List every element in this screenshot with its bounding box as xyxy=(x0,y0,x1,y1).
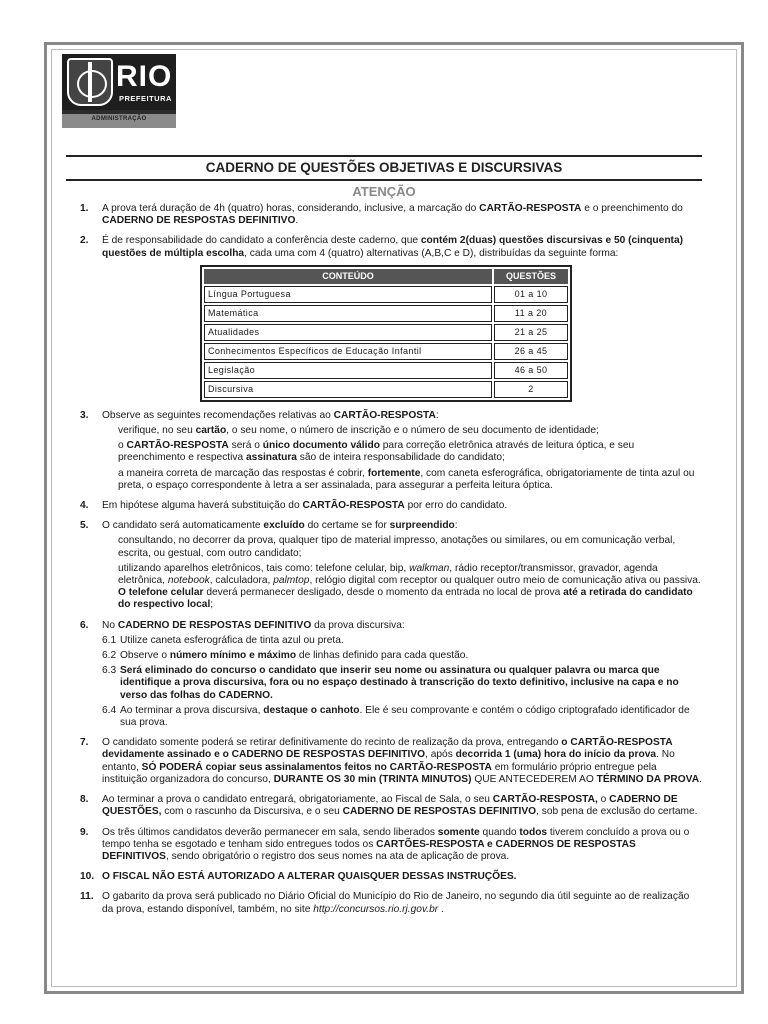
sub-item: verifique, no seu cartão, o seu nome, o número de inscrição e o número de seu documento de identidade; xyxy=(118,425,599,437)
item-number: 5. xyxy=(80,520,89,532)
item-number: 6. xyxy=(80,619,89,631)
instructions-list xyxy=(80,203,702,924)
item-number: 7. xyxy=(80,737,89,749)
page-title: CADERNO DE QUESTÕES OBJETIVAS E DISCURSIVAS xyxy=(205,160,563,175)
content-distribution-table xyxy=(200,265,572,402)
instruction-11: 11. O gabarito da prova será publicado no Diário Oficial do Município do Rio de Janeiro, no segundo dia útil seguinte ao de realização da prova, estando disponível, também, no site http://concursos.rio.rj.gov.br . xyxy=(80,891,690,915)
column-header-conteudo: CONTEÚDO xyxy=(204,269,492,284)
instruction-6: 6. No CADERNO DE RESPOSTAS DEFINITIVO da prova discursiva: 6.1 Utilize caneta esferográfica de tinta azul ou preta. 6.2 Observe o número mínimo e máximo de linhas definido para cada questão. 6.3 Será eliminado do concurso o candidato que inserir seu nome ou assinatura ou qualquer palavra ou marca que identifique a prova discursiva, fora ou no espaço destinado à transcrição do texto definitivo, inclusive na capa e no verso das folhas do CADERNO. 6.4 Ao terminar a prova discursiva, destaque o canhoto. Ele é seu comprovante e contém o código criptografado identificador de sua prova. xyxy=(80,620,702,730)
sub-item-6-4: 6.4 Ao terminar a prova discursiva, destaque o canhoto. Ele é seu comprovante e contém o código criptografado identificador de sua prova. xyxy=(102,704,690,729)
table-header-row xyxy=(204,269,568,284)
table-row: Legislação 46 a 50 xyxy=(204,362,568,379)
column-header-questoes: QUESTÕES xyxy=(494,269,568,284)
sub-item-6-3: 6.3 Será eliminado do concurso o candidato que inserir seu nome ou assinatura ou qualquer palavra ou marca que identifique a prova discursiva, fora ou no espaço destinado à transcrição do texto definitivo, inclusive na capa e no verso das folhas do CADERNO. xyxy=(102,665,679,701)
instruction-5: 5. O candidato será automaticamente excluído do certame se for surpreendido: consultando, no decorrer da prova, qualquer tipo de material impresso, anotações ou similares, ou em comunicação verbal, escrita, ou gestual, com outro candidato; utilizando aparelhos eletrônicos, tais como: telefone celular, bip, walkman, rádio receptor/transmissor, gravador, agenda eletrônica, notebook, calculadora, palmtop, relógio digital com receptor ou qualquer outro meio de comunicação ativa ou passiva. O telefone celular deverá permanecer desligado, desde o momento da entrada no local de prova até a retirada do candidato do respectivo local; xyxy=(80,520,701,611)
rio-prefeitura-logo xyxy=(62,54,176,128)
item-number: 2. xyxy=(80,235,89,247)
instruction-2: 2. É de responsabilidade do candidato a conferência deste caderno, que contém 2(duas) questões discursivas e 50 (cinquenta) questões de múltipla escolha, cada uma com 4 (quatro) alternativas (A,B,C e D), distribuídas da seguinte forma: CONTEÚDO QUESTÕES Língua Portuguesa 01 a 10 Matemática 11 a 20 Atualidades 21 a 25 Conhecimentos Específicos de Educação Infantil 26 a 45 Legislação 46 a 50 Discursiva 2 xyxy=(80,235,702,401)
table-row: Conhecimentos Específicos de Educação Infantil 26 a 45 xyxy=(204,343,568,360)
sub-item-6-2: 6.2 Observe o número mínimo e máximo de linhas definido para cada questão. xyxy=(102,650,469,662)
table-row: Língua Portuguesa 01 a 10 xyxy=(204,286,568,303)
instruction-3-sublist xyxy=(102,425,702,492)
instruction-8: 8. Ao terminar a prova o candidato entregará, obrigatoriamente, ao Fiscal de Sala, o seu CARTÃO-RESPOSTA, o CADERNO DE QUESTÕES, com o rascunho da Discursiva, e o seu CADERNO DE RESPOSTAS DEFINITIVO, sob pena de exclusão do certame. xyxy=(80,794,698,818)
item-number: 11. xyxy=(80,891,94,903)
sub-item: utilizando aparelhos eletrônicos, tais como: telefone celular, bip, walkman, rádio receptor/transmissor, gravador, agenda eletrônica, notebook, calculadora, palmtop, relógio digital com receptor ou qualquer outro meio de comunicação ativa ou passiva. O telefone celular deverá permanecer desligado, desde o momento da entrada no local de prova até a retirada do candidato do respectivo local; xyxy=(118,562,701,611)
logo-department-text: ADMINISTRAÇÃO xyxy=(91,116,147,122)
logo-prefeitura-text: PREFEITURA xyxy=(119,94,172,103)
coat-of-arms-icon xyxy=(67,58,113,106)
item-number: 1. xyxy=(80,203,89,214)
item-number: 3. xyxy=(80,409,89,421)
item-number: 9. xyxy=(80,826,89,838)
attention-heading: ATENÇÃO xyxy=(352,184,416,199)
instruction-3: 3. Observe as seguintes recomendações relativas ao CARTÃO-RESPOSTA: verifique, no seu cartão, o seu nome, o número de inscrição e o número de seu documento de identidade; o CARTÃO-RESPOSTA será o único documento válido para correção eletrônica através de leitura óptica, e seu preenchimento e respectiva assinatura são de inteira responsabilidade do candidato; a maneira correta de marcação das respostas é cobrir, fortemente, com caneta esferográfica, obrigatoriamente de tinta azul ou preta, o espaço correspondente à letra a ser assinalada, para assegurar a perfeita leitura óptica. xyxy=(80,410,702,492)
instruction-1: 1. A prova terá duração de 4h (quatro) horas, considerando, inclusive, a marcação do CARTÃO-RESPOSTA e o preenchimento do CADERNO DE RESPOSTAS DEFINITIVO. xyxy=(80,203,683,227)
table-row: Discursiva 2 xyxy=(204,381,568,398)
table-row: Matemática 11 a 20 xyxy=(204,305,568,322)
instruction-9: 9. Os três últimos candidatos deverão permanecer em sala, sendo liberados somente quando todos tiverem concluído a prova ou o tempo tenha se esgotado e tenham sido entregues todos os CARTÕES-RESPOSTA e CADERNOS DE RESPOSTAS DEFINITIVOS, sendo obrigatório o registro dos seus nomes na ata de aplicação de prova. xyxy=(80,826,690,862)
instruction-4: 4. Em hipótese alguma haverá substituição do CARTÃO-RESPOSTA por erro do candidato. xyxy=(80,500,508,512)
item-number: 10. xyxy=(80,871,95,883)
instruction-10: 10. O FISCAL NÃO ESTÁ AUTORIZADO A ALTERAR QUAISQUER DESSAS INSTRUÇÕES. xyxy=(80,871,517,883)
sub-item: o CARTÃO-RESPOSTA será o único documento válido para correção eletrônica através de leitura óptica, e seu preenchimento e respectiva assinatura são de inteira responsabilidade do candidato; xyxy=(118,440,635,464)
logo-rio-text: RIO xyxy=(116,60,173,93)
sub-item: consultando, no decorrer da prova, qualquer tipo de material impresso, anotações ou similares, ou em comunicação verbal, escrita, ou gestual, com outro candidato; xyxy=(118,535,676,559)
instruction-7: 7. O candidato somente poderá se retirar definitivamente do recinto de realização da prova, entregando o CARTÃO-RESPOSTA devidamente assinado e o CADERNO DE RESPOSTAS DEFINITIVO, após decorrida 1 (uma) hora do início da prova. No entanto, SÓ PODERÁ copiar seus assinalamentos feitos no CARTÃO-RESPOSTA em formulário próprio entregue pela instituição organizadora do concurso, DURANTE OS 30 min (TRINTA MINUTOS) QUE ANTECEDEREM AO TÉRMINO DA PROVA. xyxy=(80,737,702,785)
sub-item-6-1: 6.1 Utilize caneta esferográfica de tinta azul ou preta. xyxy=(102,634,344,646)
header-rule-top xyxy=(66,155,702,157)
table-row: Atualidades 21 a 25 xyxy=(204,324,568,341)
instruction-5-sublist xyxy=(102,535,702,611)
item-number: 8. xyxy=(80,794,89,806)
header-rule-bottom xyxy=(66,179,702,181)
sub-item: a maneira correta de marcação das respostas é cobrir, fortemente, com caneta esferográfica, obrigatoriamente de tinta azul ou preta, o espaço correspondente à letra a ser assinalada, para assegurar a perfeita leitura óptica. xyxy=(118,467,695,491)
site-url: http://concursos.rio.rj.gov.br xyxy=(313,903,439,915)
item-number: 4. xyxy=(80,500,89,512)
